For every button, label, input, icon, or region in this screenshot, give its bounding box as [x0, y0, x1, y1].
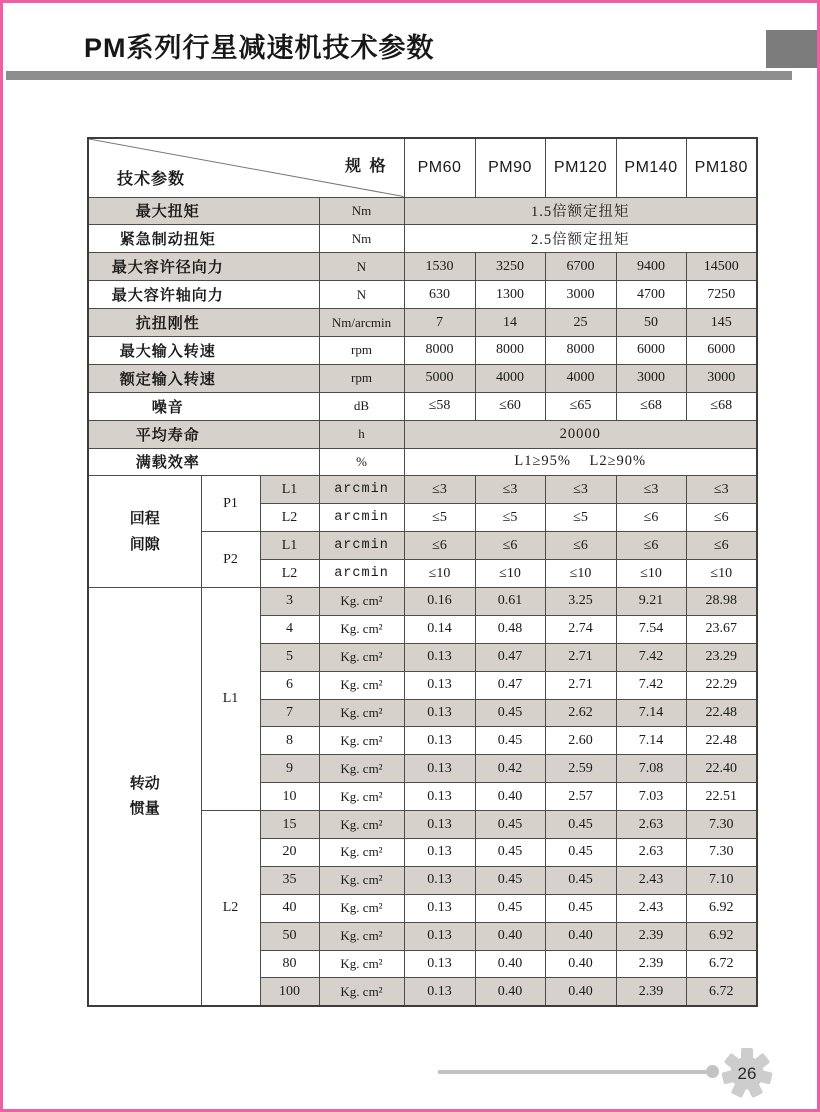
inertia-value: 0.40: [545, 978, 616, 1006]
inertia-value: 22.48: [686, 699, 757, 727]
inertia-value: 0.14: [404, 615, 475, 643]
param-value: 4000: [475, 364, 545, 392]
backlash-value: ≤5: [545, 504, 616, 532]
param-value: 145: [686, 309, 757, 337]
inertia-ratio: 3: [260, 587, 319, 615]
param-value: 50: [616, 309, 686, 337]
inertia-value: 7.08: [616, 755, 686, 783]
inertia-unit: Kg. cm²: [319, 727, 404, 755]
title-underline-bar: [6, 71, 792, 80]
inertia-value: 2.59: [545, 755, 616, 783]
inertia-value: 0.45: [545, 866, 616, 894]
inertia-value: 7.54: [616, 615, 686, 643]
inertia-value: 0.45: [475, 866, 545, 894]
spec-table: [87, 137, 758, 1007]
param-unit: N: [319, 281, 404, 309]
header-corner-block: [766, 30, 817, 68]
inertia-value: 0.40: [475, 922, 545, 950]
table-row: [88, 281, 757, 309]
param-name: 最大扭矩: [88, 197, 319, 225]
inertia-value: 2.39: [616, 922, 686, 950]
param-name: 额定输入转速: [88, 364, 319, 392]
inertia-value: 0.45: [475, 894, 545, 922]
table-row: [88, 225, 757, 253]
param-value: 14: [475, 309, 545, 337]
inertia-unit: Kg. cm²: [319, 587, 404, 615]
column-header-pm120: PM120: [545, 138, 616, 197]
backlash-value: ≤10: [404, 560, 475, 588]
inertia-value: 7.14: [616, 699, 686, 727]
inertia-ratio: 8: [260, 727, 319, 755]
backlash-value: ≤6: [686, 504, 757, 532]
backlash-value: ≤6: [686, 532, 757, 560]
param-unit: h: [319, 420, 404, 448]
inertia-ratio: 100: [260, 978, 319, 1006]
param-value: 3000: [545, 281, 616, 309]
inertia-value: 22.51: [686, 783, 757, 811]
param-value: 7250: [686, 281, 757, 309]
inertia-value: 2.60: [545, 727, 616, 755]
inertia-value: 0.47: [475, 671, 545, 699]
inertia-value: 0.13: [404, 950, 475, 978]
param-unit: %: [319, 448, 404, 476]
inertia-value: 2.71: [545, 671, 616, 699]
inertia-ratio: 4: [260, 615, 319, 643]
table-row: [88, 197, 757, 225]
inertia-value: 0.42: [475, 755, 545, 783]
param-name: 平均寿命: [88, 420, 319, 448]
param-value-span: 20000: [404, 420, 757, 448]
param-name: 紧急制动扭矩: [88, 225, 319, 253]
param-value: 1300: [475, 281, 545, 309]
inertia-value: 0.13: [404, 838, 475, 866]
table-row: [88, 587, 757, 615]
param-unit: dB: [319, 392, 404, 420]
table-row: [88, 476, 757, 504]
table-row: [88, 253, 757, 281]
inertia-value: 2.63: [616, 838, 686, 866]
section-label-inertia: 转动惯量: [88, 587, 201, 1005]
inertia-value: 0.40: [475, 783, 545, 811]
inertia-value: 0.40: [475, 978, 545, 1006]
backlash-unit: arcmin: [319, 532, 404, 560]
inertia-value: 7.30: [686, 811, 757, 839]
table-header-row: [88, 138, 757, 197]
param-value: ≤68: [686, 392, 757, 420]
param-value: 6000: [686, 336, 757, 364]
inertia-value: 0.13: [404, 699, 475, 727]
inertia-level-label: L1: [201, 587, 260, 810]
inertia-value: 0.16: [404, 587, 475, 615]
inertia-unit: Kg. cm²: [319, 755, 404, 783]
param-value: ≤68: [616, 392, 686, 420]
inertia-unit: Kg. cm²: [319, 671, 404, 699]
inertia-value: 0.48: [475, 615, 545, 643]
page-number: 26: [737, 1064, 757, 1083]
inertia-value: 0.13: [404, 978, 475, 1006]
inertia-unit: Kg. cm²: [319, 922, 404, 950]
param-unit: rpm: [319, 364, 404, 392]
inertia-unit: Kg. cm²: [319, 699, 404, 727]
param-unit: N: [319, 253, 404, 281]
inertia-value: 22.40: [686, 755, 757, 783]
param-value: 8000: [404, 336, 475, 364]
inertia-unit: Kg. cm²: [319, 838, 404, 866]
inertia-unit: Kg. cm²: [319, 643, 404, 671]
inertia-value: 28.98: [686, 587, 757, 615]
inertia-value: 0.13: [404, 755, 475, 783]
inertia-ratio: 6: [260, 671, 319, 699]
inertia-value: 2.62: [545, 699, 616, 727]
inertia-value: 6.92: [686, 894, 757, 922]
param-value: 9400: [616, 253, 686, 281]
inertia-ratio: 35: [260, 866, 319, 894]
param-unit: Nm: [319, 225, 404, 253]
inertia-value: 0.13: [404, 922, 475, 950]
param-value: 25: [545, 309, 616, 337]
param-value: 5000: [404, 364, 475, 392]
inertia-value: 0.45: [475, 699, 545, 727]
table-row: [88, 309, 757, 337]
inertia-ratio: 50: [260, 922, 319, 950]
corner-label-spec: 规 格: [345, 158, 388, 175]
param-value: 3000: [616, 364, 686, 392]
inertia-value: 2.74: [545, 615, 616, 643]
inertia-value: 22.29: [686, 671, 757, 699]
inertia-unit: Kg. cm²: [319, 615, 404, 643]
column-header-pm140: PM140: [616, 138, 686, 197]
inertia-value: 0.13: [404, 894, 475, 922]
inertia-value: 0.45: [475, 727, 545, 755]
backlash-value: ≤3: [545, 476, 616, 504]
inertia-ratio: 9: [260, 755, 319, 783]
inertia-value: 2.39: [616, 978, 686, 1006]
inertia-ratio: 7: [260, 699, 319, 727]
inertia-value: 0.13: [404, 866, 475, 894]
inertia-ratio: 20: [260, 838, 319, 866]
param-value: 7: [404, 309, 475, 337]
param-unit: Nm: [319, 197, 404, 225]
param-name: 抗扭刚性: [88, 309, 319, 337]
inertia-value: 7.42: [616, 671, 686, 699]
param-value: 4000: [545, 364, 616, 392]
inertia-value: 0.40: [475, 950, 545, 978]
table-row: [88, 448, 757, 476]
inertia-value: 6.92: [686, 922, 757, 950]
inertia-value: 2.43: [616, 894, 686, 922]
inertia-ratio: 80: [260, 950, 319, 978]
column-header-pm60: PM60: [404, 138, 475, 197]
inertia-value: 7.42: [616, 643, 686, 671]
backlash-value: ≤6: [475, 532, 545, 560]
inertia-unit: Kg. cm²: [319, 950, 404, 978]
inertia-unit: Kg. cm²: [319, 783, 404, 811]
backlash-level-label: L1: [260, 476, 319, 504]
inertia-value: 0.13: [404, 643, 475, 671]
backlash-class-label: P1: [201, 476, 260, 532]
param-value: 14500: [686, 253, 757, 281]
inertia-value: 0.45: [545, 894, 616, 922]
inertia-unit: Kg. cm²: [319, 811, 404, 839]
inertia-value: 0.61: [475, 587, 545, 615]
backlash-value: ≤5: [475, 504, 545, 532]
inertia-value: 2.43: [616, 866, 686, 894]
inertia-value: 2.39: [616, 950, 686, 978]
inertia-ratio: 5: [260, 643, 319, 671]
table-row: [88, 420, 757, 448]
backlash-level-label: L2: [260, 504, 319, 532]
param-name: 最大容许轴向力: [88, 281, 319, 309]
inertia-value: 23.67: [686, 615, 757, 643]
inertia-unit: Kg. cm²: [319, 978, 404, 1006]
backlash-value: ≤10: [616, 560, 686, 588]
inertia-value: 6.72: [686, 978, 757, 1006]
table-row: [88, 336, 757, 364]
backlash-value: ≤6: [616, 532, 686, 560]
inertia-level-label: L2: [201, 811, 260, 1006]
inertia-value: 2.63: [616, 811, 686, 839]
footer-rule: [438, 1070, 710, 1074]
footer-rule-dot: [706, 1065, 719, 1078]
inertia-value: 0.45: [475, 838, 545, 866]
inertia-value: 0.45: [475, 811, 545, 839]
inertia-value: 7.30: [686, 838, 757, 866]
backlash-value: ≤3: [475, 476, 545, 504]
param-value-span: 1.5倍额定扭矩: [404, 197, 757, 225]
gear-icon: [720, 1046, 774, 1100]
section-label-backlash: 回程间隙: [88, 476, 201, 588]
backlash-value: ≤6: [545, 532, 616, 560]
param-name: 满载效率: [88, 448, 319, 476]
param-value-span: L1≥95% L2≥90%: [404, 448, 757, 476]
table-row: [88, 364, 757, 392]
backlash-level-label: L2: [260, 560, 319, 588]
corner-label-params: 技术参数: [117, 170, 186, 188]
column-header-pm90: PM90: [475, 138, 545, 197]
inertia-ratio: 10: [260, 783, 319, 811]
inertia-value: 6.72: [686, 950, 757, 978]
backlash-level-label: L1: [260, 532, 319, 560]
param-name: 最大输入转速: [88, 336, 319, 364]
backlash-value: ≤6: [404, 532, 475, 560]
inertia-unit: Kg. cm²: [319, 866, 404, 894]
backlash-class-label: P2: [201, 532, 260, 588]
param-value: 8000: [545, 336, 616, 364]
inertia-unit: Kg. cm²: [319, 894, 404, 922]
backlash-unit: arcmin: [319, 504, 404, 532]
param-value: 630: [404, 281, 475, 309]
backlash-value: ≤3: [686, 476, 757, 504]
inertia-value: 0.45: [545, 838, 616, 866]
inertia-value: 0.13: [404, 811, 475, 839]
param-value: 8000: [475, 336, 545, 364]
column-header-pm180: PM180: [686, 138, 757, 197]
param-value: 4700: [616, 281, 686, 309]
backlash-unit: arcmin: [319, 476, 404, 504]
inertia-value: 7.10: [686, 866, 757, 894]
backlash-value: ≤5: [404, 504, 475, 532]
param-value: 3000: [686, 364, 757, 392]
inertia-value: 0.40: [545, 922, 616, 950]
param-unit: rpm: [319, 336, 404, 364]
param-value: ≤58: [404, 392, 475, 420]
inertia-value: 2.71: [545, 643, 616, 671]
inertia-value: 7.03: [616, 783, 686, 811]
param-unit: Nm/arcmin: [319, 309, 404, 337]
inertia-value: 22.48: [686, 727, 757, 755]
backlash-value: ≤6: [616, 504, 686, 532]
inertia-value: 0.13: [404, 727, 475, 755]
backlash-value: ≤10: [475, 560, 545, 588]
inertia-value: 23.29: [686, 643, 757, 671]
inertia-value: 3.25: [545, 587, 616, 615]
param-value: 6000: [616, 336, 686, 364]
backlash-value: ≤10: [545, 560, 616, 588]
inertia-value: 0.13: [404, 783, 475, 811]
param-value: ≤60: [475, 392, 545, 420]
inertia-value: 0.13: [404, 671, 475, 699]
inertia-ratio: 40: [260, 894, 319, 922]
backlash-value: ≤3: [404, 476, 475, 504]
corner-cell: [88, 138, 404, 197]
page-title: PM系列行星减速机技术参数: [84, 33, 435, 63]
param-value: 6700: [545, 253, 616, 281]
inertia-value: 0.45: [545, 811, 616, 839]
inertia-value: 9.21: [616, 587, 686, 615]
inertia-value: 0.47: [475, 643, 545, 671]
backlash-value: ≤10: [686, 560, 757, 588]
inertia-value: 0.40: [545, 950, 616, 978]
inertia-ratio: 15: [260, 811, 319, 839]
table-row: [88, 392, 757, 420]
param-value: 3250: [475, 253, 545, 281]
inertia-value: 7.14: [616, 727, 686, 755]
param-value: 1530: [404, 253, 475, 281]
param-name: 最大容许径向力: [88, 253, 319, 281]
backlash-unit: arcmin: [319, 560, 404, 588]
param-value: ≤65: [545, 392, 616, 420]
backlash-value: ≤3: [616, 476, 686, 504]
param-name: 噪音: [88, 392, 319, 420]
param-value-span: 2.5倍额定扭矩: [404, 225, 757, 253]
spec-table-container: [87, 137, 758, 1007]
inertia-value: 2.57: [545, 783, 616, 811]
